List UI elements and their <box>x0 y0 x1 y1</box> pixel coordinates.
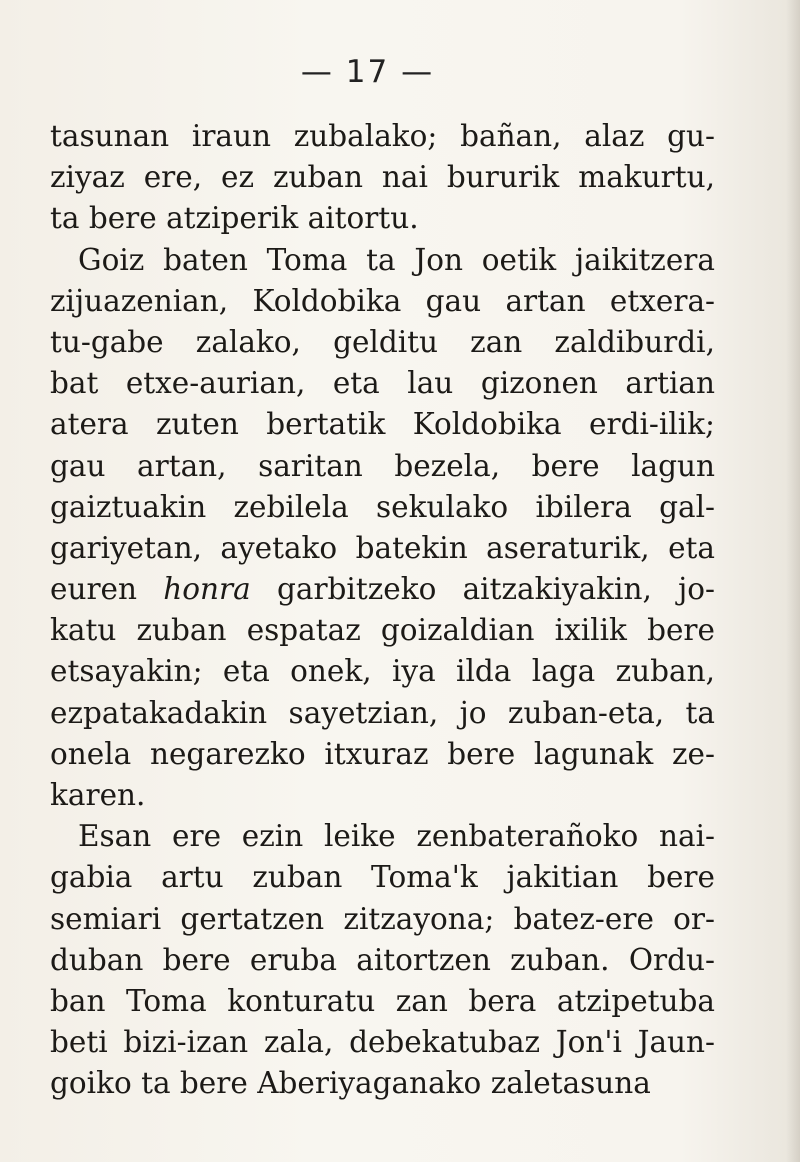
text-line: duban bere eruba aitortzen zuban. Ordu- <box>50 942 715 977</box>
text-line: Esan ere ezin leike zenbaterañoko nai- <box>78 819 715 854</box>
text-line: goiko ta bere Aberiyaganako zaletasuna <box>50 1066 651 1101</box>
text-line: etsayakin; eta onek, iya ilda laga zuban, <box>50 654 715 689</box>
text-line: ta bere atziperik aitortu. <box>50 201 419 236</box>
text-line: tasunan iraun zubalako; bañan, alaz gu- <box>50 119 715 153</box>
text-line: semiari gertatzen zitzayona; batez-ere or- <box>50 901 715 936</box>
text-line: Goiz baten Toma ta Jon oetik jaikitzera <box>78 242 715 277</box>
text-line: gabia artu zuban Toma'k jakitian bere <box>50 860 715 895</box>
text-line: karen. <box>50 778 146 812</box>
text-line: katu zuban espataz goizaldian ixilik bere <box>50 613 715 648</box>
text-line: atera zuten bertatik Koldobika erdi-ilik; <box>50 407 715 442</box>
text-line: tu-gabe zalako, gelditu zan zaldiburdi, <box>50 324 715 359</box>
page-number: — 17 — <box>300 54 435 90</box>
text-line: onela negarezko itxuraz bere lagunak ze- <box>50 736 715 771</box>
text-line: gau artan, saritan bezela, bere lagun <box>50 448 715 483</box>
text-line: beti bizi-izan zala, debekatubaz Jon'i Jaun- <box>50 1025 715 1060</box>
text-line: gariyetan, ayetako batekin aseraturik, eta <box>50 530 715 565</box>
text-line: ziyaz ere, ez zuban nai bururik makurtu, <box>50 160 715 195</box>
italic-word: honra <box>163 572 251 607</box>
text-line: euren honra garbitzeko aitzakiyakin, jo- <box>50 572 715 607</box>
text-line: gaiztuakin zebilela sekulako ibilera gal- <box>50 489 715 524</box>
text-line: ban Toma konturatu zan bera atzipetuba <box>50 983 715 1018</box>
text-line: zijuazenian, Koldobika gau artan etxera- <box>50 283 715 318</box>
page-edge-shadow <box>786 0 800 1162</box>
body-text <box>50 116 715 1105</box>
text-line: bat etxe-aurian, eta lau gizonen artian <box>50 366 715 401</box>
text-line: ezpatakadakin sayetzian, jo zuban-eta, ta <box>50 695 715 730</box>
